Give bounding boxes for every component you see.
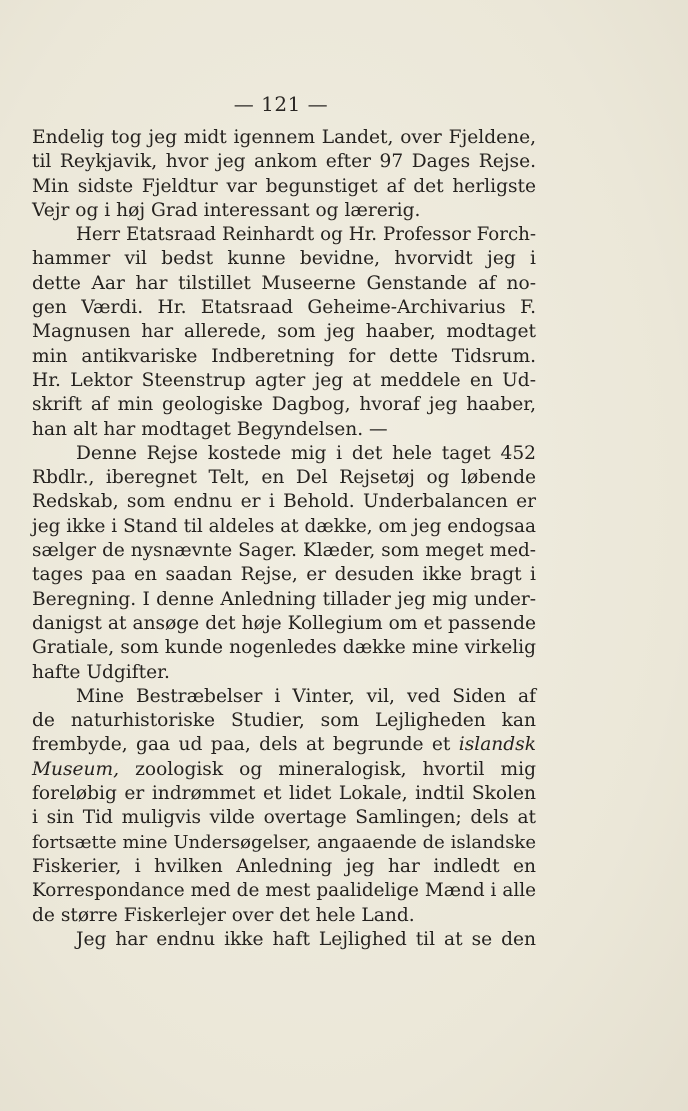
text-line: hafte Udgifter.	[32, 661, 170, 683]
text-line: hammer vil bedst kunne bevidne, hvorvidt jeg i	[32, 248, 536, 270]
text-line: Fiskerier, i hvilken Anledning jeg har indledt en	[32, 855, 536, 877]
text-line: Korrespondance med de mest paalidelige Mænd i alle	[32, 880, 536, 902]
text-line: i sin Tid muligvis vilde overtage Samlingen; dels at	[32, 807, 536, 829]
text-line: Vejr og i høj Grad interessant og lærerig.	[32, 199, 421, 221]
text-line: gen Værdi. Hr. Etatsraad Geheime-Archivarius F.	[32, 297, 536, 319]
text-line: Rbdlr., iberegnet Telt, en Del Rejsetøj og løbende	[32, 467, 536, 489]
text-line: fortsætte mine Undersøgelser, angaaende de islandske	[32, 831, 536, 853]
text-line: til Reykjavik, hvor jeg ankom efter 97 Dages Rejse.	[32, 151, 536, 173]
text-line: dette Aar har tilstillet Museerne Genstande af no-	[32, 272, 536, 294]
text-line: Redskab, som endnu er i Behold. Underbalancen er	[32, 491, 536, 513]
text-line: Beregning. I denne Anledning tillader jeg mig under-	[32, 588, 536, 610]
text-line: Herr Etatsraad Reinhardt og Hr. Professor Forch-	[76, 224, 536, 246]
text-line: tages paa en saadan Rejse, er desuden ikke bragt i	[32, 564, 536, 586]
text-line: Denne Rejse kostede mig i det hele taget 452	[76, 442, 536, 464]
text-line: Mine Bestræbelser i Vinter, vil, ved Siden af	[76, 685, 536, 707]
text-line: min antikvariske Indberetning for dette Tidsrum.	[32, 345, 536, 367]
italic-term: islandsk	[458, 734, 536, 756]
text-line: sælger de nysnævnte Sager. Klæder, som meget med-	[32, 540, 536, 562]
text-line: danigst at ansøge det høje Kollegium om et passende	[32, 612, 536, 634]
text-line	[32, 758, 536, 782]
text-line: Endelig tog jeg midt igennem Landet, over Fjeldene,	[32, 127, 536, 148]
text-line: Magnusen har allerede, som jeg haaber, modtaget	[32, 321, 536, 343]
text-fragment: frembyde, gaa ud paa, dels at begrunde et	[32, 734, 451, 756]
text-line: Min sidste Fjeldtur var begunstiget af det herligste	[32, 175, 536, 197]
text-line: foreløbig er indrømmet et lidet Lokale, indtil Skolen	[32, 783, 536, 805]
text-line: Gratiale, som kunde nogenledes dække mine virkelig	[32, 637, 536, 659]
body-text	[32, 126, 536, 952]
text-line: han alt har modtaget Begyndelsen. —	[32, 418, 388, 440]
text-fragment: zoologisk og mineralogisk, hvortil mig	[135, 758, 536, 780]
text-line: skrift af min geologiske Dagbog, hvoraf jeg haaber,	[32, 394, 536, 416]
text-line: de større Fiskerlejer over det hele Land.	[32, 904, 415, 926]
text-line: Hr. Lektor Steenstrup agter jeg at meddele en Ud-	[32, 369, 536, 391]
text-line: de naturhistoriske Studier, som Lejligheden kan	[32, 710, 536, 732]
page-number: — 121 —	[233, 92, 329, 116]
text-line: jeg ikke i Stand til aldeles at dække, om jeg endogsaa	[32, 515, 536, 537]
text-line	[32, 733, 536, 757]
italic-term: Museum,	[32, 758, 120, 780]
text-line: Jeg har endnu ikke haft Lejlighed til at se den	[76, 928, 536, 950]
